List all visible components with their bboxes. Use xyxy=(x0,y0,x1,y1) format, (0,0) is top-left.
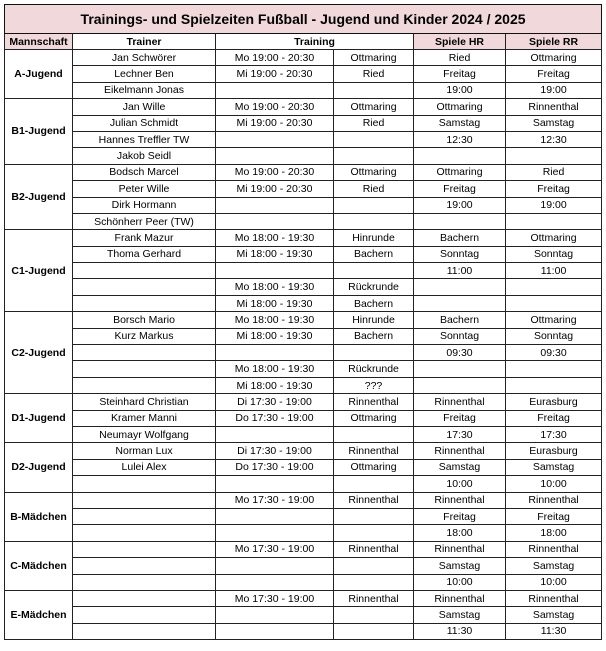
training-time-cell xyxy=(216,607,334,623)
training-place-cell xyxy=(334,508,414,524)
trainer-cell xyxy=(73,508,216,524)
training-time-cell: Do 17:30 - 19:00 xyxy=(216,459,334,475)
team-name: D1-Jugend xyxy=(5,394,73,443)
table-row xyxy=(5,279,602,295)
trainer-cell: Julian Schmidt xyxy=(73,115,216,131)
training-time-cell: Mo 19:00 - 20:30 xyxy=(216,50,334,66)
training-time-cell xyxy=(216,131,334,147)
spiele-hr-cell: Ottmaring xyxy=(414,99,506,115)
spiele-rr-cell: Rinnenthal xyxy=(506,492,602,508)
training-time-cell xyxy=(216,574,334,590)
spiele-hr-cell: 17:30 xyxy=(414,426,506,442)
spiele-hr-cell: Rinnenthal xyxy=(414,590,506,606)
table-row xyxy=(5,574,602,590)
training-time-cell: Do 17:30 - 19:00 xyxy=(216,410,334,426)
header-training: Training xyxy=(216,34,414,50)
spiele-hr-cell: 11:00 xyxy=(414,263,506,279)
trainer-cell: Jan Wille xyxy=(73,99,216,115)
trainer-cell xyxy=(73,525,216,541)
trainer-cell: Jakob Seidl xyxy=(73,148,216,164)
trainer-cell xyxy=(73,361,216,377)
training-place-cell: Rinnenthal xyxy=(334,443,414,459)
table-row xyxy=(5,607,602,623)
training-time-cell xyxy=(216,623,334,639)
trainer-cell: Schönherr Peer (TW) xyxy=(73,213,216,229)
table-row xyxy=(5,377,602,393)
trainer-cell xyxy=(73,492,216,508)
spiele-rr-cell: Freitag xyxy=(506,181,602,197)
training-place-cell xyxy=(334,148,414,164)
training-place-cell: Ottmaring xyxy=(334,99,414,115)
schedule-table xyxy=(4,4,602,640)
team-name: C2-Jugend xyxy=(5,312,73,394)
table-row xyxy=(5,623,602,639)
trainer-cell: Kurz Markus xyxy=(73,328,216,344)
spiele-rr-cell: 18:00 xyxy=(506,525,602,541)
trainer-cell: Borsch Mario xyxy=(73,312,216,328)
header-trainer: Trainer xyxy=(73,34,216,50)
table-row xyxy=(5,115,602,131)
table-row xyxy=(5,230,602,246)
table-row xyxy=(5,50,602,66)
training-time-cell: Mi 18:00 - 19:30 xyxy=(216,246,334,262)
spiele-hr-cell: Sonntag xyxy=(414,246,506,262)
training-place-cell: Ried xyxy=(334,181,414,197)
training-time-cell: Di 17:30 - 19:00 xyxy=(216,443,334,459)
table-row xyxy=(5,459,602,475)
spiele-rr-cell: Freitag xyxy=(506,410,602,426)
spiele-hr-cell: Rinnenthal xyxy=(414,492,506,508)
training-place-cell xyxy=(334,558,414,574)
table-row xyxy=(5,328,602,344)
table-row xyxy=(5,492,602,508)
spiele-rr-cell: 11:30 xyxy=(506,623,602,639)
trainer-cell: Lechner Ben xyxy=(73,66,216,82)
training-place-cell: ??? xyxy=(334,377,414,393)
training-place-cell: Rinnenthal xyxy=(334,541,414,557)
training-time-cell: Mi 18:00 - 19:30 xyxy=(216,295,334,311)
spiele-rr-cell: Ottmaring xyxy=(506,50,602,66)
spiele-rr-cell: Samstag xyxy=(506,115,602,131)
training-time-cell: Mo 18:00 - 19:30 xyxy=(216,230,334,246)
table-row xyxy=(5,295,602,311)
spiele-rr-cell: Sonntag xyxy=(506,246,602,262)
training-place-cell xyxy=(334,263,414,279)
table-row xyxy=(5,312,602,328)
trainer-cell: Dirk Hormann xyxy=(73,197,216,213)
spiele-rr-cell: 10:00 xyxy=(506,574,602,590)
trainer-cell: Eikelmann Jonas xyxy=(73,82,216,98)
spiele-rr-cell: 09:30 xyxy=(506,345,602,361)
trainer-cell: Kramer Manni xyxy=(73,410,216,426)
spiele-rr-cell xyxy=(506,279,602,295)
spiele-rr-cell xyxy=(506,213,602,229)
spiele-rr-cell: Freitag xyxy=(506,66,602,82)
training-place-cell xyxy=(334,607,414,623)
spiele-rr-cell: Rinnenthal xyxy=(506,590,602,606)
training-place-cell xyxy=(334,476,414,492)
training-place-cell: Ried xyxy=(334,115,414,131)
training-time-cell: Di 17:30 - 19:00 xyxy=(216,394,334,410)
spiele-rr-cell: 12:30 xyxy=(506,131,602,147)
spiele-hr-cell: Rinnenthal xyxy=(414,443,506,459)
spiele-hr-cell: Freitag xyxy=(414,66,506,82)
spiele-hr-cell: 10:00 xyxy=(414,574,506,590)
spiele-rr-cell: 11:00 xyxy=(506,263,602,279)
spiele-hr-cell: Freitag xyxy=(414,181,506,197)
training-place-cell: Rückrunde xyxy=(334,361,414,377)
spiele-hr-cell: Samstag xyxy=(414,115,506,131)
spiele-rr-cell: Freitag xyxy=(506,508,602,524)
spiele-hr-cell: 19:00 xyxy=(414,197,506,213)
training-time-cell xyxy=(216,426,334,442)
header-team: Mannschaft xyxy=(5,34,73,50)
page-title: Trainings- und Spielzeiten Fußball - Jugend und Kinder 2024 / 2025 xyxy=(5,5,602,34)
spiele-rr-cell xyxy=(506,295,602,311)
training-place-cell: Ottmaring xyxy=(334,164,414,180)
training-time-cell: Mi 18:00 - 19:30 xyxy=(216,328,334,344)
spiele-hr-cell: Bachern xyxy=(414,230,506,246)
trainer-cell xyxy=(73,590,216,606)
training-time-cell xyxy=(216,508,334,524)
training-place-cell: Ottmaring xyxy=(334,50,414,66)
table-row xyxy=(5,361,602,377)
spiele-rr-cell: Samstag xyxy=(506,607,602,623)
table-row xyxy=(5,82,602,98)
spiele-rr-cell: Ottmaring xyxy=(506,312,602,328)
schedule-body xyxy=(5,50,602,640)
spiele-hr-cell: Sonntag xyxy=(414,328,506,344)
spiele-hr-cell: 18:00 xyxy=(414,525,506,541)
table-row xyxy=(5,590,602,606)
spiele-rr-cell xyxy=(506,148,602,164)
training-place-cell: Bachern xyxy=(334,328,414,344)
trainer-cell xyxy=(73,541,216,557)
spiele-rr-cell: 10:00 xyxy=(506,476,602,492)
training-place-cell: Ried xyxy=(334,66,414,82)
trainer-cell xyxy=(73,623,216,639)
training-place-cell xyxy=(334,131,414,147)
training-time-cell xyxy=(216,82,334,98)
table-row xyxy=(5,476,602,492)
spiele-hr-cell: Samstag xyxy=(414,558,506,574)
trainer-cell xyxy=(73,279,216,295)
training-time-cell: Mo 18:00 - 19:30 xyxy=(216,312,334,328)
spiele-rr-cell: Ottmaring xyxy=(506,230,602,246)
table-row xyxy=(5,164,602,180)
spiele-hr-cell xyxy=(414,295,506,311)
training-time-cell: Mi 18:00 - 19:30 xyxy=(216,377,334,393)
training-time-cell: Mo 17:30 - 19:00 xyxy=(216,590,334,606)
training-time-cell: Mo 18:00 - 19:30 xyxy=(216,279,334,295)
training-time-cell xyxy=(216,345,334,361)
spiele-rr-cell: Rinnenthal xyxy=(506,541,602,557)
training-time-cell xyxy=(216,197,334,213)
table-row xyxy=(5,525,602,541)
training-time-cell: Mo 17:30 - 19:00 xyxy=(216,492,334,508)
spiele-rr-cell: Ried xyxy=(506,164,602,180)
table-row xyxy=(5,66,602,82)
team-name: D2-Jugend xyxy=(5,443,73,492)
spiele-rr-cell: Eurasburg xyxy=(506,443,602,459)
spiele-hr-cell xyxy=(414,377,506,393)
spiele-hr-cell: 09:30 xyxy=(414,345,506,361)
spiele-hr-cell xyxy=(414,361,506,377)
spiele-rr-cell: Rinnenthal xyxy=(506,99,602,115)
training-place-cell xyxy=(334,574,414,590)
training-place-cell: Hinrunde xyxy=(334,312,414,328)
training-place-cell xyxy=(334,426,414,442)
training-place-cell: Bachern xyxy=(334,246,414,262)
training-place-cell xyxy=(334,525,414,541)
spiele-hr-cell xyxy=(414,213,506,229)
table-row xyxy=(5,148,602,164)
training-time-cell: Mo 19:00 - 20:30 xyxy=(216,99,334,115)
training-time-cell: Mo 17:30 - 19:00 xyxy=(216,541,334,557)
trainer-cell xyxy=(73,345,216,361)
training-time-cell: Mi 19:00 - 20:30 xyxy=(216,115,334,131)
training-time-cell: Mo 18:00 - 19:30 xyxy=(216,361,334,377)
spiele-rr-cell xyxy=(506,377,602,393)
trainer-cell: Frank Mazur xyxy=(73,230,216,246)
trainer-cell: Steinhard Christian xyxy=(73,394,216,410)
training-place-cell: Hinrunde xyxy=(334,230,414,246)
trainer-cell xyxy=(73,574,216,590)
spiele-hr-cell: Ottmaring xyxy=(414,164,506,180)
training-time-cell xyxy=(216,476,334,492)
team-name: A-Jugend xyxy=(5,50,73,99)
table-row xyxy=(5,541,602,557)
table-row xyxy=(5,410,602,426)
table-row xyxy=(5,263,602,279)
spiele-hr-cell: Samstag xyxy=(414,607,506,623)
table-row xyxy=(5,213,602,229)
team-name: B-Mädchen xyxy=(5,492,73,541)
table-row xyxy=(5,181,602,197)
training-place-cell: Ottmaring xyxy=(334,459,414,475)
training-place-cell: Ottmaring xyxy=(334,410,414,426)
spiele-hr-cell: 19:00 xyxy=(414,82,506,98)
trainer-cell: Lulei Alex xyxy=(73,459,216,475)
spiele-hr-cell xyxy=(414,148,506,164)
training-time-cell xyxy=(216,263,334,279)
table-row xyxy=(5,508,602,524)
table-row xyxy=(5,443,602,459)
header-spiele-hr: Spiele HR xyxy=(414,34,506,50)
trainer-cell: Hannes Treffler TW xyxy=(73,131,216,147)
trainer-cell: Thoma Gerhard xyxy=(73,246,216,262)
table-row xyxy=(5,394,602,410)
spiele-rr-cell: 19:00 xyxy=(506,197,602,213)
training-time-cell: Mo 19:00 - 20:30 xyxy=(216,164,334,180)
spiele-rr-cell: Eurasburg xyxy=(506,394,602,410)
training-place-cell xyxy=(334,623,414,639)
table-row xyxy=(5,558,602,574)
table-row xyxy=(5,99,602,115)
trainer-cell: Peter Wille xyxy=(73,181,216,197)
spiele-rr-cell: Samstag xyxy=(506,558,602,574)
header-row xyxy=(5,34,602,50)
spiele-rr-cell: Sonntag xyxy=(506,328,602,344)
table-row xyxy=(5,246,602,262)
spiele-rr-cell: 17:30 xyxy=(506,426,602,442)
team-name: B1-Jugend xyxy=(5,99,73,165)
team-name: E-Mädchen xyxy=(5,590,73,639)
trainer-cell: Bodsch Marcel xyxy=(73,164,216,180)
training-place-cell xyxy=(334,213,414,229)
training-place-cell: Rückrunde xyxy=(334,279,414,295)
training-time-cell: Mi 19:00 - 20:30 xyxy=(216,181,334,197)
spiele-hr-cell: Bachern xyxy=(414,312,506,328)
training-place-cell: Bachern xyxy=(334,295,414,311)
trainer-cell xyxy=(73,377,216,393)
spiele-hr-cell: Rinnenthal xyxy=(414,541,506,557)
training-place-cell: Rinnenthal xyxy=(334,492,414,508)
spiele-hr-cell: 12:30 xyxy=(414,131,506,147)
table-row xyxy=(5,131,602,147)
trainer-cell xyxy=(73,558,216,574)
training-place-cell xyxy=(334,197,414,213)
trainer-cell xyxy=(73,295,216,311)
training-time-cell xyxy=(216,558,334,574)
team-name: C-Mädchen xyxy=(5,541,73,590)
training-place-cell xyxy=(334,345,414,361)
training-time-cell: Mi 19:00 - 20:30 xyxy=(216,66,334,82)
spiele-hr-cell: Freitag xyxy=(414,508,506,524)
spiele-hr-cell: Freitag xyxy=(414,410,506,426)
training-place-cell xyxy=(334,82,414,98)
training-time-cell xyxy=(216,525,334,541)
team-name: B2-Jugend xyxy=(5,164,73,230)
training-time-cell xyxy=(216,213,334,229)
table-row xyxy=(5,345,602,361)
spiele-hr-cell: 10:00 xyxy=(414,476,506,492)
spiele-rr-cell: Samstag xyxy=(506,459,602,475)
trainer-cell: Jan Schwörer xyxy=(73,50,216,66)
spiele-hr-cell xyxy=(414,279,506,295)
trainer-cell xyxy=(73,263,216,279)
trainer-cell: Norman Lux xyxy=(73,443,216,459)
spiele-hr-cell: Rinnenthal xyxy=(414,394,506,410)
trainer-cell xyxy=(73,607,216,623)
trainer-cell: Neumayr Wolfgang xyxy=(73,426,216,442)
table-row xyxy=(5,426,602,442)
spiele-hr-cell: Samstag xyxy=(414,459,506,475)
team-name: C1-Jugend xyxy=(5,230,73,312)
spiele-hr-cell: Ried xyxy=(414,50,506,66)
training-place-cell: Rinnenthal xyxy=(334,394,414,410)
table-row xyxy=(5,197,602,213)
training-place-cell: Rinnenthal xyxy=(334,590,414,606)
spiele-rr-cell: 19:00 xyxy=(506,82,602,98)
training-time-cell xyxy=(216,148,334,164)
header-spiele-rr: Spiele RR xyxy=(506,34,602,50)
spiele-rr-cell xyxy=(506,361,602,377)
spiele-hr-cell: 11:30 xyxy=(414,623,506,639)
trainer-cell xyxy=(73,476,216,492)
